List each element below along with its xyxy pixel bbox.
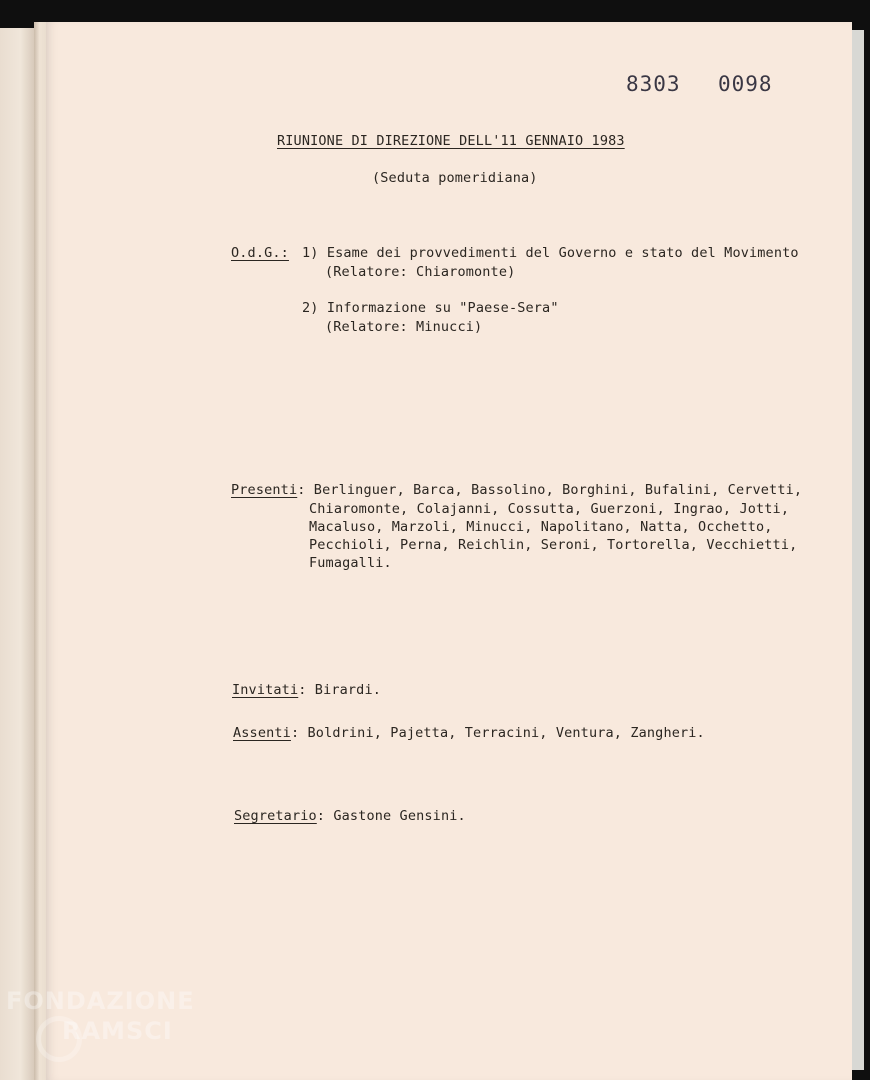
invitati-row: [232, 682, 381, 698]
left-page-edge: [0, 28, 34, 1080]
presenti-line-1: : Berlinguer, Barca, Bassolino, Borghini, Bufalini, Cervetti,: [297, 482, 803, 498]
segretario-value: : Gastone Gensini.: [316, 808, 466, 824]
odg-label: O.d.G.:: [231, 245, 289, 261]
document-subtitle: (Seduta pomeridiana): [372, 170, 538, 186]
show-through-text: [230, 200, 790, 215]
odg-item-1: 1) Esame dei provvedimenti del Governo e stato del Movimento: [302, 245, 799, 261]
gramsci-g-logo-icon: [36, 1016, 82, 1062]
document-number-right: 0098: [718, 72, 773, 96]
presenti-line-2: Chiaromonte, Colajanni, Cossutta, Guerzoni, Ingrao, Jotti,: [309, 501, 790, 517]
presenti-line-4: Pecchioli, Perna, Reichlin, Seroni, Tortorella, Vecchietti,: [309, 537, 798, 553]
odg-item-2-relatore: (Relatore: Minucci): [325, 319, 483, 335]
watermark-line-2: RAMSCI: [62, 1017, 173, 1045]
odg-item-1-relatore: (Relatore: Chiaromonte): [325, 264, 516, 280]
assenti-row: [233, 725, 705, 741]
segretario-label: Segretario: [234, 808, 317, 824]
assenti-value: : Boldrini, Pajetta, Terracini, Ventura, Zangheri.: [290, 725, 705, 741]
presenti-row: [231, 482, 802, 498]
presenti-line-3: Macaluso, Marzoli, Minucci, Napolitano, Natta, Occhetto,: [309, 519, 773, 535]
segretario-row: [234, 808, 466, 824]
presenti-label: Presenti: [231, 482, 298, 498]
odg-item-2: 2) Informazione su "Paese-Sera": [302, 300, 559, 316]
assenti-label: Assenti: [233, 725, 291, 741]
invitati-value: : Birardi.: [298, 682, 382, 698]
page-stack-edge: [852, 30, 864, 1070]
document-number-left: 8303: [626, 72, 681, 96]
document-title: RIUNIONE DI DIREZIONE DELL'11 GENNAIO 1983: [277, 133, 625, 149]
fondazione-gramsci-watermark: [6, 986, 216, 1066]
watermark-line-1: FONDAZIONE: [6, 987, 195, 1015]
presenti-line-5: Fumagalli.: [309, 555, 392, 571]
invitati-label: Invitati: [232, 682, 299, 698]
